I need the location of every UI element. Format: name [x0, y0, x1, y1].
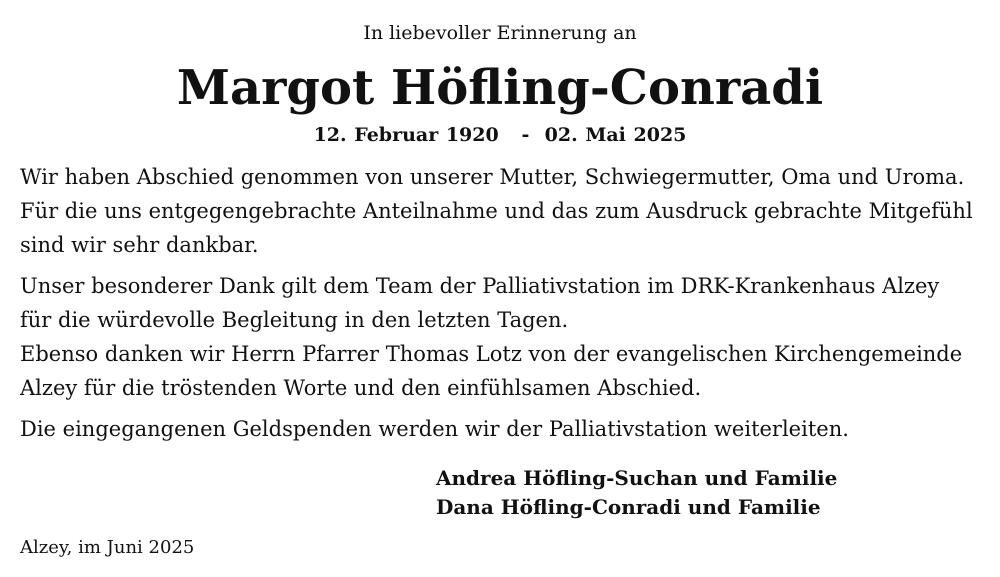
- paragraph-thanks: [20, 269, 1000, 405]
- paragraph-farewell: [20, 160, 1000, 262]
- deceased-name: Margot Höfling-Conradi: [176, 60, 824, 116]
- body-line: Wir haben Abschied genommen von unserer Mutter, Schwiegermutter, Oma und Uroma.: [20, 165, 965, 189]
- body-line: Unser besonderer Dank gilt dem Team der Palliativstation im DRK-Krankenhaus Alzey: [20, 274, 940, 298]
- paragraph-donations: [20, 412, 1000, 446]
- body-line: für die würdevolle Begleitung in den letzten Tagen.: [20, 308, 569, 332]
- obituary-body: [20, 160, 1000, 446]
- life-dates: 12. Februar 1920 - 02. Mai 2025: [313, 124, 687, 146]
- body-line: sind wir sehr dankbar.: [20, 233, 259, 257]
- body-line: Für die uns entgegengebrachte Anteilnahme und das zum Ausdruck gebrachte Mitgefühl: [20, 199, 973, 223]
- body-line: Ebenso danken wir Herrn Pfarrer Thomas Lotz von der evangelischen Kirchengemeinde: [20, 342, 963, 366]
- signer-name: Dana Höfling-Conradi und Familie: [436, 495, 821, 519]
- body-line: Die eingegangenen Geldspenden werden wir der Palliativstation weiterleiten.: [20, 417, 849, 441]
- place-and-date: Alzey, im Juni 2025: [20, 537, 195, 558]
- body-line: Alzey für die tröstenden Worte und den einfühlsamen Abschied.: [20, 376, 702, 400]
- intro-line: In liebevoller Erinnerung an: [363, 22, 637, 44]
- signers-block: [436, 464, 837, 522]
- signer-name: Andrea Höfling-Suchan und Familie: [436, 466, 838, 490]
